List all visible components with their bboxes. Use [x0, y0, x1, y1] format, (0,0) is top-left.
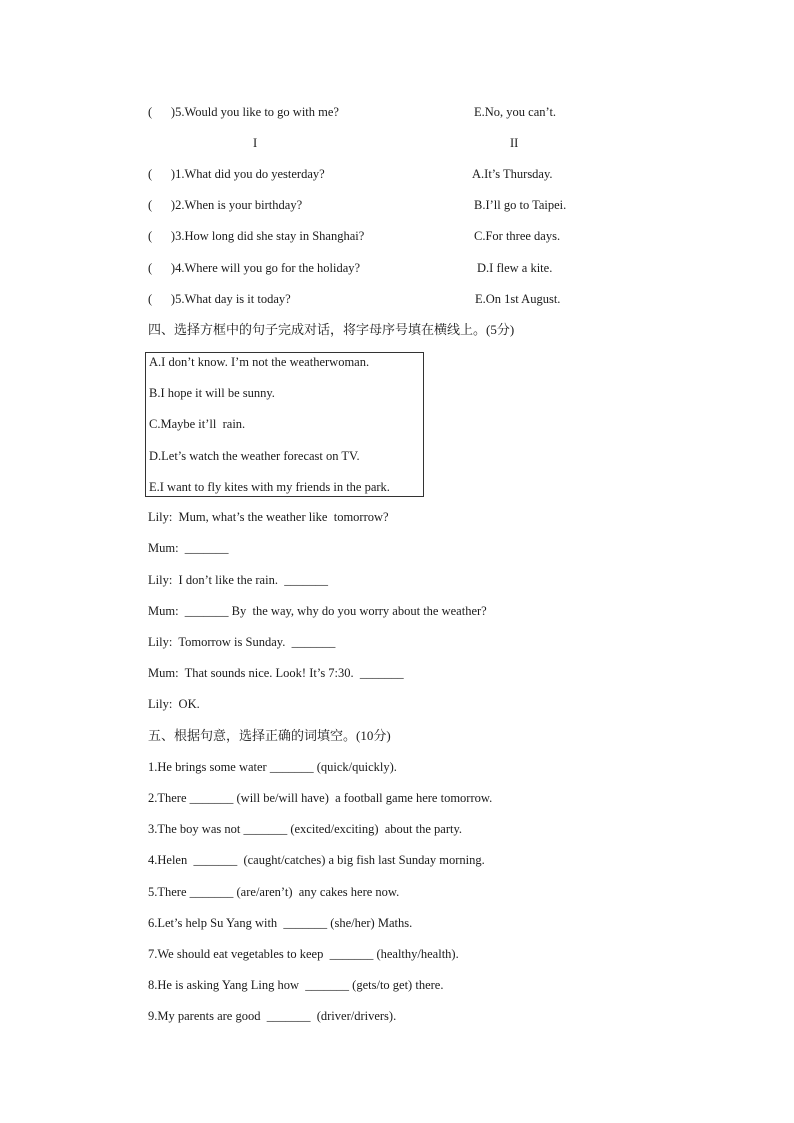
match-question-1: ( )1.What did you do yesterday?: [148, 167, 325, 181]
dialogue-line-2: Mum: _______: [148, 541, 229, 555]
fill-item-1: 1.He brings some water _______ (quick/quickly).: [148, 760, 397, 774]
match-question-4: ( )4.Where will you go for the holiday?: [148, 261, 361, 275]
dialogue-line-1: Lily: Mum, what’s the weather like tomorrow?: [148, 510, 389, 524]
question-5-prev: ( )5.Would you like to go with me?: [148, 105, 339, 119]
match-question-3: ( )3.How long did she stay in Shanghai?: [148, 229, 365, 243]
dialogue-line-5: Lily: Tomorrow is Sunday. _______: [148, 635, 336, 649]
option-a: A.I don’t know. I’m not the weatherwoman.: [149, 355, 370, 369]
answer-e-prev: E.No, you can’t.: [474, 105, 557, 119]
section-four-title: 四、选择方框中的句子完成对话，将字母序号填在横线上。(5分): [148, 322, 515, 337]
fill-item-2: 2.There _______ (will be/will have) a football game here tomorrow.: [148, 791, 493, 805]
fill-item-7: 7.We should eat vegetables to keep _______ (healthy/health).: [148, 947, 459, 961]
option-c: C.Maybe it’ll rain.: [149, 417, 246, 431]
fill-item-5: 5.There _______ (are/aren’t) any cakes here now.: [148, 885, 400, 899]
match-question-2: ( )2.When is your birthday?: [148, 198, 303, 212]
dialogue-line-3: Lily: I don’t like the rain. _______: [148, 573, 328, 587]
section-five-title: 五、根据句意，选择正确的词填空。(10分): [148, 728, 391, 743]
fill-item-8: 8.He is asking Yang Ling how _______ (gets/to get) there.: [148, 978, 444, 992]
fill-item-6: 6.Let’s help Su Yang with _______ (she/her) Maths.: [148, 916, 413, 930]
option-box: [145, 352, 424, 497]
column-header-ii: II: [510, 136, 519, 150]
dialogue-line-4: Mum: _______ By the way, why do you worry about the weather?: [148, 604, 487, 618]
option-e: E.I want to fly kites with my friends in the park.: [149, 480, 390, 494]
match-answer-a: A.It’s Thursday.: [472, 167, 553, 181]
option-d: D.Let’s watch the weather forecast on TV.: [149, 449, 360, 463]
dialogue-line-7: Lily: OK.: [148, 697, 200, 711]
fill-item-9: 9.My parents are good _______ (driver/drivers).: [148, 1009, 397, 1023]
match-answer-d: D.I flew a kite.: [477, 261, 553, 275]
column-header-i: I: [253, 136, 258, 150]
option-b: B.I hope it will be sunny.: [149, 386, 275, 400]
match-answer-b: B.I’ll go to Taipei.: [474, 198, 567, 212]
dialogue-line-6: Mum: That sounds nice. Look! It’s 7:30. _______: [148, 666, 404, 680]
match-question-5: ( )5.What day is it today?: [148, 292, 291, 306]
fill-item-4: 4.Helen _______ (caught/catches) a big fish last Sunday morning.: [148, 853, 485, 867]
match-answer-e: E.On 1st August.: [475, 292, 561, 306]
fill-item-3: 3.The boy was not _______ (excited/exciting) about the party.: [148, 822, 463, 836]
match-answer-c: C.For three days.: [474, 229, 561, 243]
